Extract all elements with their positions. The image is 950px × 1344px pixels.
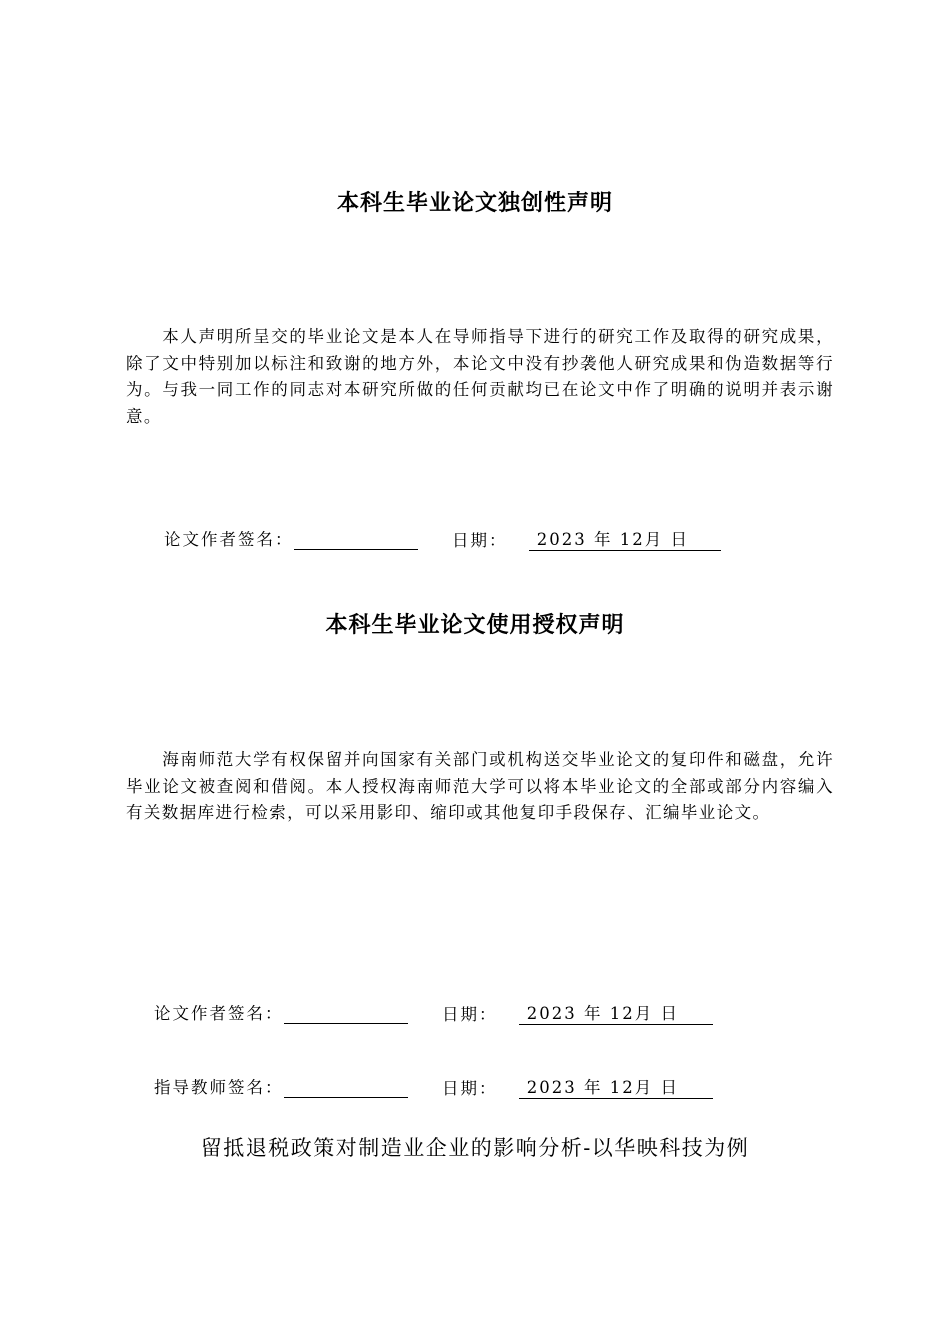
originality-date-row xyxy=(452,526,721,551)
advisor-sign-blank[interactable] xyxy=(284,1077,408,1098)
originality-body-text: 本人声明所呈交的毕业论文是本人在导师指导下进行的研究工作及取得的研究成果，除了文中特别加以标注和致谢的地方外，本论文中没有抄袭他人研究成果和伪造数据等行为。与我一同工作的同志对本研究所做的任何贡献均已在论文中作了明确的说明并表示谢意。 xyxy=(126,327,834,426)
date-field[interactable]: 2023 年 12月 日 xyxy=(519,1000,713,1025)
author-sign-blank[interactable] xyxy=(284,1003,408,1024)
authorization-advisor-date-row xyxy=(442,1074,713,1099)
authorization-author-date-row xyxy=(442,1000,713,1025)
date-field[interactable]: 2023 年 12月 日 xyxy=(529,526,721,551)
author-sign-blank[interactable] xyxy=(294,529,418,550)
originality-signature-row xyxy=(164,526,418,550)
originality-title: 本科生毕业论文独创性声明 xyxy=(336,191,613,216)
date-label: 日期： xyxy=(442,1079,498,1098)
authorization-author-row xyxy=(154,1000,408,1024)
date-field[interactable]: 2023 年 12月 日 xyxy=(519,1074,713,1099)
authorization-body-text: 海南师范大学有权保留并向国家有关部门或机构送交毕业论文的复印件和磁盘，允许毕业论文被查阅和借阅。本人授权海南师范大学可以将本毕业论文的全部或部分内容编入有关数据库进行检索，可以采用影印、缩印或其他复印手段保存、汇编毕业论文。 xyxy=(126,750,834,822)
originality-body xyxy=(126,324,834,430)
thesis-title: 留抵退税政策对制造业企业的影响分析-以华映科技为例 xyxy=(200,1136,750,1160)
date-label: 日期： xyxy=(452,531,508,550)
advisor-sign-label: 指导教师签名： xyxy=(154,1078,284,1097)
authorization-body xyxy=(126,747,834,827)
author-sign-label: 论文作者签名： xyxy=(164,530,294,549)
authorization-advisor-row xyxy=(154,1074,408,1098)
author-sign-label: 论文作者签名： xyxy=(154,1004,284,1023)
authorization-title: 本科生毕业论文使用授权声明 xyxy=(325,613,625,638)
date-label: 日期： xyxy=(442,1005,498,1024)
